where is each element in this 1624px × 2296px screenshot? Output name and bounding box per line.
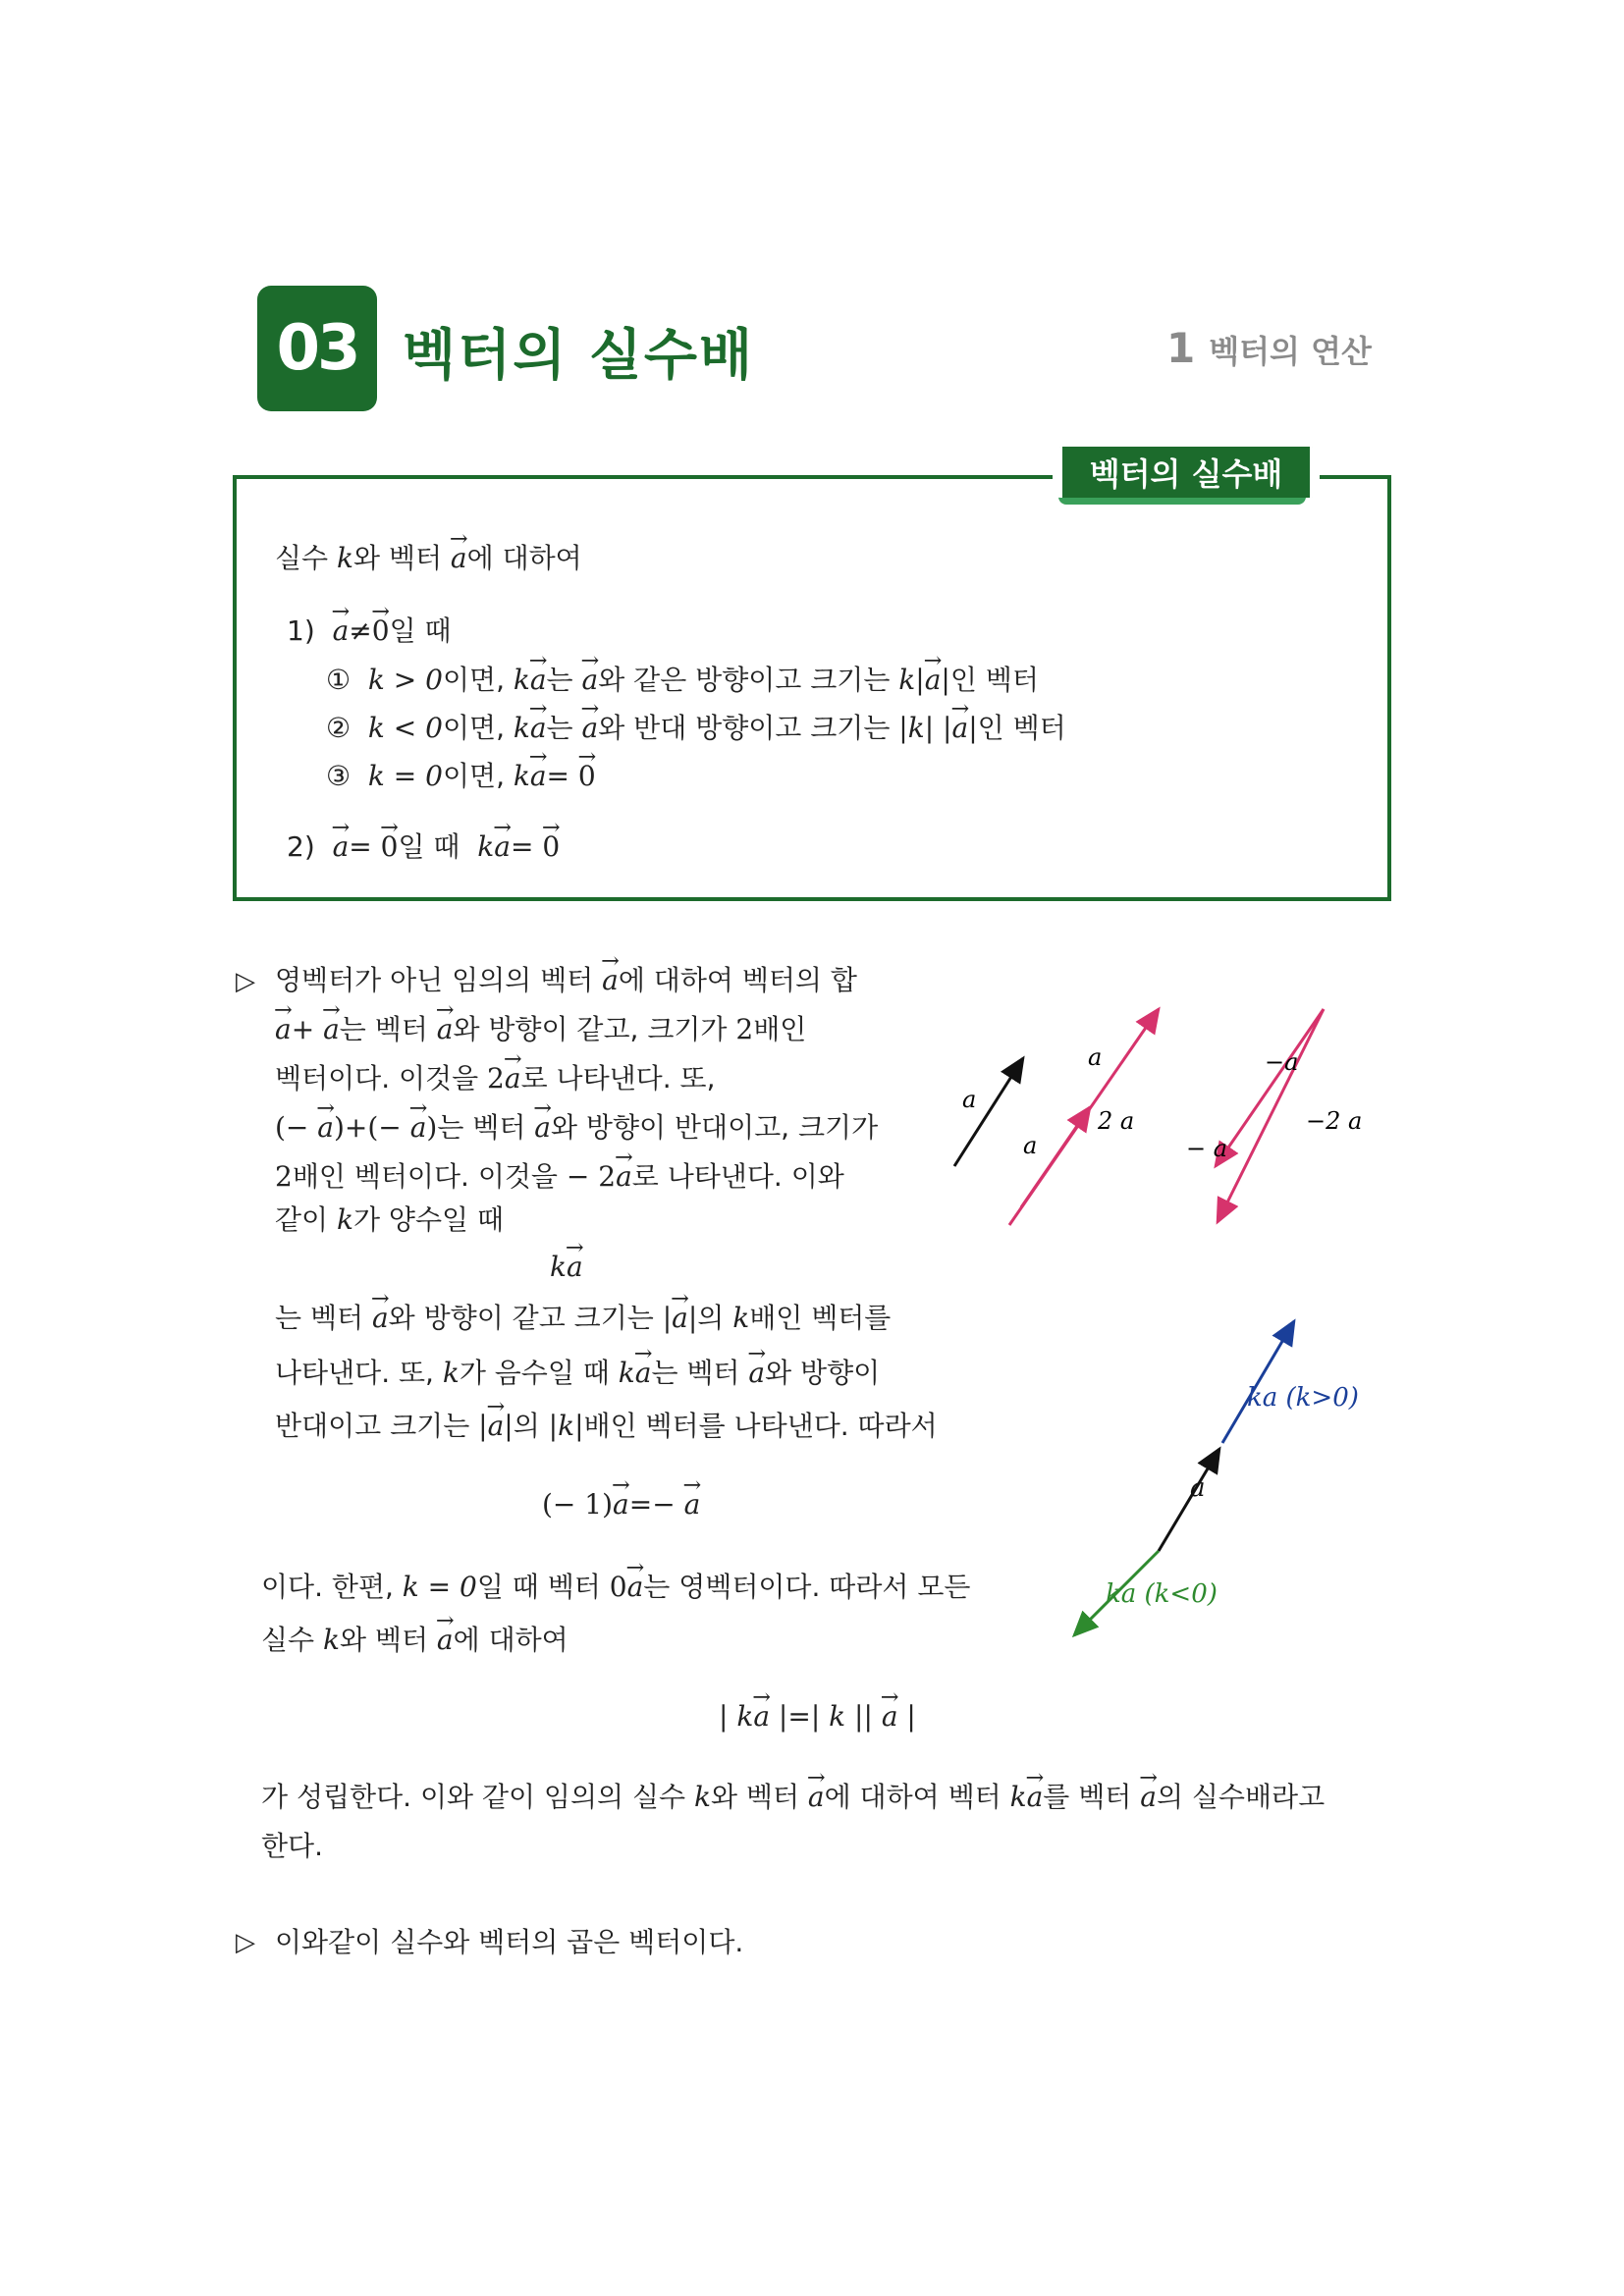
label-a-3: a [1023, 1132, 1038, 1159]
case1-heading: 1) → a≠→ 0일 때 [287, 614, 452, 648]
vector-ka-positive-arrow [1222, 1321, 1294, 1443]
paragraph-3-line-1: 가 성립한다. 이와 같이 임의의 실수 k와 벡터 → a에 대하여 벡터 k→ a를 벡터 → a의 실수배라고 [261, 1781, 1325, 1814]
label-ka-k-negative: ka (k<0) [1106, 1579, 1218, 1609]
bullet-1: ▷ [236, 967, 255, 996]
definition-intro: 실수 k와 벡터 → a에 대하여 [275, 542, 582, 575]
bullet-2: ▷ [236, 1928, 255, 1957]
paragraph-1-line-2: → a+ → a는 벡터 → a와 방향이 같고, 크기가 2배인 [275, 1013, 806, 1046]
paragraph-1-line-6: 같이 k가 양수일 때 [275, 1203, 505, 1236]
vector-a-base-arrow [1159, 1449, 1219, 1551]
equation-negative: (− 1)→ a=− → a [542, 1488, 700, 1522]
figure-vector-multiples [933, 991, 1384, 1247]
case2-heading: 2) → a= → 0일 때 k→ a= → 0 [287, 830, 560, 864]
label-neg-a-2: − a [1186, 1135, 1228, 1162]
label-2a: 2 a [1098, 1107, 1135, 1135]
paragraph-2-line-2: 실수 k와 벡터 → a에 대하여 [261, 1624, 568, 1657]
chapter-heading [1166, 324, 1372, 372]
label-a-2: a [1088, 1043, 1103, 1071]
paragraph-4: 이와같이 실수와 벡터의 곱은 벡터이다. [275, 1926, 744, 1958]
chapter-number: 1 [1166, 324, 1196, 372]
paragraph-1-line-5: 2배인 벡터이다. 이것을 − 2→ a로 나타낸다. 이와 [275, 1160, 844, 1194]
label-neg-2a: −2 a [1306, 1107, 1363, 1135]
paragraph-1-line-4: (− → a)+(− → a)는 벡터 → a와 방향이 반대이고, 크기가 [275, 1111, 878, 1145]
figure-ka-direction [1051, 1306, 1384, 1659]
paragraph-1-line-7: 는 벡터 → a와 방향이 같고 크기는 |→ a|의 k배인 벡터를 [275, 1302, 891, 1335]
paragraph-1-line-1: 영벡터가 아닌 임의의 벡터 → a에 대하여 벡터의 합 [275, 964, 857, 997]
label-neg-a-1: −a [1265, 1048, 1299, 1076]
case1-item-2: ② k < 0이면, k→ a는 → a와 반대 방향이고 크기는 |k| |→ a|인 벡터 [326, 712, 1066, 745]
paragraph-1-line-3: 벡터이다. 이것을 2→ a로 나타낸다. 또, [275, 1062, 715, 1095]
paragraph-1-line-8: 나타낸다. 또, k가 음수일 때 k→ a는 벡터 → a와 방향이 [275, 1357, 880, 1390]
label-a-1: a [962, 1086, 977, 1113]
vector-neg-a-arrow [1216, 1009, 1324, 1166]
label-a-base: a [1190, 1473, 1206, 1503]
case1-item-3: ③ k = 0이면, k→ a= → 0 [326, 760, 596, 793]
page-title: 벡터의 실수배 [403, 324, 755, 388]
case1-item-1: ① k > 0이면, k→ a는 → a와 같은 방향이고 크기는 k|→ a|인 벡터 [326, 664, 1039, 697]
paragraph-1-line-9: 반대이고 크기는 |→ a|의 |k|배인 벡터를 나타낸다. 따라서 [275, 1410, 938, 1443]
equation-magnitude: | k→ a |=| k || → a | [719, 1700, 916, 1734]
paragraph-2-line-1: 이다. 한편, k = 0일 때 벡터 0→ a는 영벡터이다. 따라서 모든 [261, 1571, 970, 1604]
label-ka-k-positive: ka (k>0) [1247, 1383, 1359, 1413]
chapter-title: 벡터의 연산 [1209, 333, 1372, 370]
definition-tag: 벡터의 실수배 [1053, 447, 1320, 498]
paragraph-3-line-2: 한다. [261, 1830, 323, 1862]
formula-ka: k→ a [550, 1251, 583, 1284]
section-number-badge: 03 [257, 286, 377, 411]
